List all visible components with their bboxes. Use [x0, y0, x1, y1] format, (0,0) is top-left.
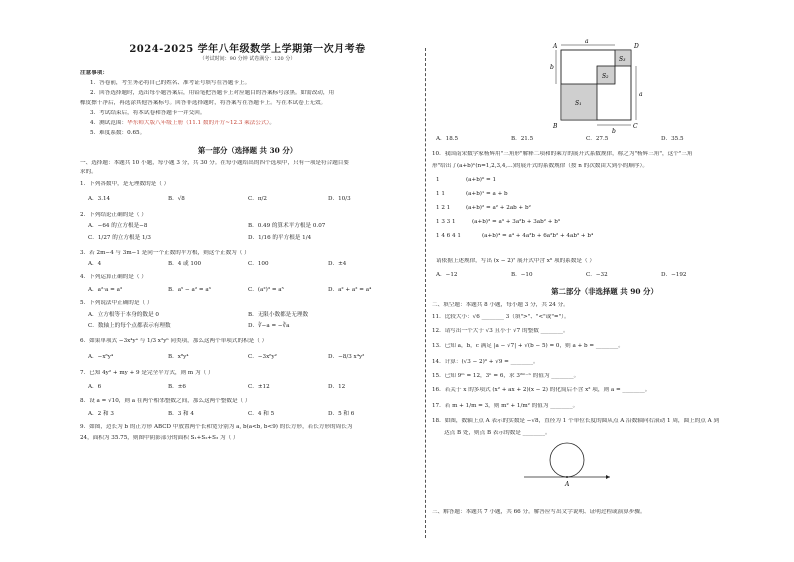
q9-stem-2: 24，面积为 35.75，则图中阴影部分的面积 S₁+S₂+S₃ 为（ ） — [80, 435, 239, 441]
q18-1: 18．如图，数轴上点 A 表示的实数是 −√8，直径为 1 个单位长度的圆从点 A 沿数轴向右滚动 1 周，圆上的点 A 到 — [432, 418, 720, 424]
pascal-row-2-coef: 1 2 1 — [436, 205, 451, 211]
label-b-left: b — [550, 64, 554, 71]
notes-heading: 注意事项： — [80, 70, 108, 76]
note-4-prefix: 4．测试范围： — [90, 120, 128, 126]
pascal-row-4-coef: 1 4 6 4 1 — [436, 233, 461, 239]
label-s1: S₁ — [575, 100, 582, 107]
q10-option-c: C．−32 — [586, 272, 608, 278]
q6-stem: 6．如果单项式 −3x⁴yᵃ 与 1/3 x²yᵇ 同类项，那么这两个单项式的积是（ ） — [80, 338, 268, 344]
q6-options — [88, 354, 408, 361]
solve-intro: 三、解答题：本题共 7 小题，共 66 分。解答应写出文字说明、证明过程或演算步骤。 — [432, 509, 646, 515]
pascal-row-0-expr: (a+b)⁰ = 1 — [466, 177, 497, 183]
q7-stem: 7．已知 4y² + my + 9 是完全平方式，则 m 为（ ） — [80, 370, 214, 376]
q5-options-row1 — [88, 312, 408, 319]
q11: 11．比较大小：√6 ________ 3（填">"、"<"或"="）。 — [432, 314, 570, 320]
note-4-suffix: 。 — [269, 120, 275, 126]
q6-option-c: C．−3x⁶y² — [248, 354, 277, 360]
pascal-row-1-expr: (a+b)¹ = a + b — [466, 191, 508, 197]
q10-option-d: D．−192 — [661, 272, 687, 278]
q3-option-d: D．±4 — [328, 261, 347, 267]
q8-option-b: B．3 和 4 — [168, 411, 194, 417]
q2-options-row2 — [88, 235, 408, 242]
vertex-c: C — [633, 123, 638, 130]
label-b-bottom: b — [612, 128, 616, 135]
column-divider — [425, 48, 426, 538]
q5-option-d: D．∛−a = −∛a — [248, 323, 290, 329]
q8-option-c: C．4 和 5 — [248, 411, 275, 417]
number-line-arrow — [606, 475, 610, 479]
part1-intro-2: 求的。 — [80, 169, 97, 175]
q18-circle-figure — [522, 440, 612, 492]
pascal-row-3-coef: 1 3 3 1 — [436, 219, 456, 225]
q5-option-c: C．数轴上的每个点都表示有理数 — [88, 323, 171, 329]
note-2: 2．回答选择题时，选出每小题答案后，用铅笔把答题卡上对应题目的答案标号涂黑。如需改动，用 — [90, 90, 335, 96]
note-3: 3．考试结束后，将本试卷和答题卡一并交回。 — [90, 110, 206, 116]
q10-option-a: A．−12 — [436, 272, 458, 278]
q4-option-c: C．(a²)³ = a⁵ — [248, 287, 284, 293]
pascal-row-3-expr: (a+b)³ = a³ + 3a²b + 3ab² + b³ — [472, 219, 561, 225]
part1-intro-1: 一、选择题：本题共 10 小题，每小题 3 分，共 30 分。在每小题给出的四个选项中，只有一项是符合题目要 — [80, 160, 349, 166]
q9-stem-1: 9．如图，边长为 b 的正方形 ABCD 中放置两个长和宽分别为 a, b(a<b, b<9) 的长方形，若长方形的周长为 — [80, 424, 353, 430]
q7-option-b: B．±6 — [168, 384, 186, 390]
pascal-row-4-expr: (a+b)⁴ = a⁴ + 4a³b + 6a²b² + 4ab³ + b⁴ — [482, 233, 594, 239]
q1-option-c: C．π/2 — [248, 196, 267, 202]
point-a-dot — [566, 476, 568, 478]
q7-options — [88, 384, 408, 391]
q9-figure — [547, 36, 647, 136]
q2-option-c: C．1/27 的立方根是 1/3 — [88, 235, 151, 241]
q9-option-c: C．27.5 — [586, 136, 609, 142]
q3-options — [88, 261, 408, 268]
q8-option-d: D．5 和 6 — [328, 411, 355, 417]
q4-option-a: A．a²·a = a³ — [88, 287, 123, 293]
q9-options — [436, 136, 736, 143]
q10-options — [436, 272, 736, 279]
q4-options — [88, 287, 408, 294]
q6-option-d: D．−8/3 x⁴y² — [328, 354, 365, 360]
note-4 — [90, 120, 275, 127]
label-a-top: a — [585, 38, 589, 45]
q14: 14．计算：(√3 − 2)⁰ + √9 = ________。 — [432, 359, 539, 365]
note-2-cont: 橡皮擦干净后，再选涂其他答案标号。回答非选择题时，将答案写在答题卡上。写在本试卷上无效。 — [80, 100, 327, 106]
q3-option-c: C．100 — [248, 261, 269, 267]
q16: 16．若关于 x 的多项式 (x² + ax + 2)(x − 2) 的化简后不含 x² 项，则 a = ________。 — [432, 387, 651, 393]
q10-option-b: B．−10 — [511, 272, 533, 278]
q7-option-d: D．12 — [328, 384, 346, 390]
q9-option-a: A．18.5 — [436, 136, 459, 142]
q1-option-d: D．10/3 — [328, 196, 351, 202]
q9-option-d: D．35.5 — [661, 136, 684, 142]
q3-stem: 3．若 2m−4 与 3m−1 是同一个正数的平方根，则这个正数为（ ） — [80, 250, 250, 256]
q4-option-b: B．a⁵ − a² = a³ — [168, 287, 211, 293]
q8-stem: 8．设 a = √10，则 a 在两个相邻整数之间，那么这两个整数是（ ） — [80, 398, 251, 404]
exam-subtitle: （考试时间：90 分钟 试卷满分：120 分） — [199, 56, 296, 62]
label-s3: S₃ — [619, 56, 626, 63]
part1-heading: 第一部分（选择题 共 30 分） — [197, 146, 298, 155]
q4-stem: 4．下列运算正确的是（ ） — [80, 274, 147, 280]
exam-page — [10, 18, 784, 546]
q5-option-a: A．立方根等于本身的数是 0 — [88, 312, 159, 318]
q8-options — [88, 411, 408, 418]
label-s2: S₂ — [602, 73, 609, 80]
q10-stem-1: 10．我国南宋数学家杨辉用"三角形"解释二项和的乘方的展开式系数规律，称之为"杨辉三角"，这个"三角 — [432, 151, 693, 157]
q6-option-a: A．−x⁶y⁴ — [88, 354, 114, 360]
rolling-circle — [550, 443, 584, 477]
q18-2: 达点 B 处，则点 B 表示的数是 ________。 — [444, 430, 551, 436]
q17: 17．若 m + 1/m = 3，则 m² + 1/m² 的值为 ________。 — [432, 403, 579, 409]
q4-option-d: D．a² + a² = a⁴ — [328, 287, 372, 293]
pascal-row-2-expr: (a+b)² = a² + 2ab + b² — [466, 205, 531, 211]
q7-option-a: A．6 — [88, 384, 102, 390]
q1-options — [88, 196, 408, 203]
q10-ask: 请依据上述规律，写出 (x − 2)⁷ 展开式中含 x⁶ 项的系数是（ ） — [436, 258, 595, 264]
q5-stem: 5．下列说法中正确的是（ ） — [80, 300, 153, 306]
q2-option-d: D．1/16 的平方根是 1/4 — [248, 235, 312, 241]
q3-option-b: B．4 或 100 — [168, 261, 202, 267]
exam-title: 2024-2025 学年八年级数学上学期第一次月考卷 — [129, 44, 366, 55]
q15: 15．已知 9ᵐ = 12，3ⁿ = 6，求 3²ᵐ⁻ⁿ 的值为 ________。 — [432, 373, 580, 379]
note-1: 1．答卷前，考生务必将自己的姓名、准考证号填写在答题卡上。 — [90, 80, 251, 86]
q2-options-row1 — [88, 223, 408, 230]
q3-option-a: A．4 — [88, 261, 102, 267]
note-5: 5．难度系数：0.65。 — [90, 130, 146, 136]
q12: 12．请写出一个大于 √3 且小于 √7 的整数 ________。 — [432, 328, 569, 334]
q1-stem: 1．下列各数中，是无理数的是（ ） — [80, 181, 170, 187]
point-a-label: A — [565, 481, 570, 488]
q2-stem: 2．下列结论正确的是（ ） — [80, 212, 147, 218]
pascal-row-0-coef: 1 — [436, 177, 440, 183]
q10-stem-2: 形"给出了(a+b)ⁿ(n=1,2,3,4,…)的展开式的系数规律（按 n 的次数由大到小的顺序）。 — [432, 163, 648, 169]
pascal-row-1-coef: 1 1 — [436, 191, 445, 197]
note-4-range: 华东师大版八年级上册（11.1 数的开方~12.3 乘法公式） — [127, 120, 270, 126]
label-a-right: a — [639, 91, 643, 98]
vertex-b: B — [553, 123, 558, 130]
vertex-a: A — [553, 43, 558, 50]
q9-option-b: B．21.5 — [511, 136, 534, 142]
fill-intro: 二、填空题：本题共 8 小题，每小题 3 分，共 24 分。 — [432, 302, 569, 308]
q6-option-b: B．x⁸y⁴ — [168, 354, 189, 360]
q7-option-c: C．±12 — [248, 384, 270, 390]
q5-options-row2 — [88, 323, 408, 330]
vertex-d: D — [634, 43, 639, 50]
q8-option-a: A．2 和 3 — [88, 411, 114, 417]
q2-option-a: A．−64 的立方根是−8 — [88, 223, 148, 229]
q1-option-a: A．3.14 — [88, 196, 111, 202]
q2-option-b: B．0.49 的算术平方根是 0.07 — [248, 223, 326, 229]
q1-option-b: B．√8 — [168, 196, 185, 202]
q5-option-b: B．无限小数都是无理数 — [248, 312, 309, 318]
part2-heading: 第二部分（非选择题 共 90 分） — [551, 287, 658, 296]
q13: 13．已知 a，b，c 满足 |a − √7| + √(b − 5) = 0，则 a + b = ________。 — [432, 343, 624, 349]
